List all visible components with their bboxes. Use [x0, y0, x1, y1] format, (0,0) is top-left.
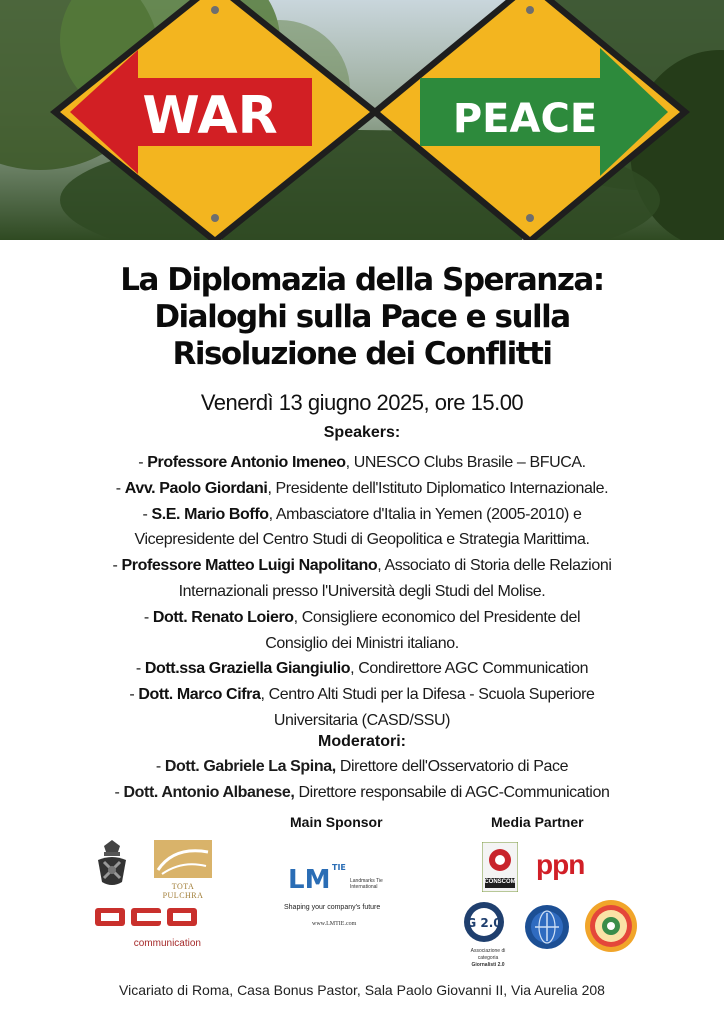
speaker-item: - S.E. Mario Boffo, Ambasciatore d'Italia in Yemen (2005-2010) e: [142, 505, 582, 523]
vatican-emblem-logo: [90, 838, 134, 888]
svg-text:LM: LM: [288, 865, 331, 892]
speaker-item-continued: Vicepresidente del Centro Studi di Geopolitica e Strategia Marittima.: [134, 531, 590, 549]
ppn-logo: ppn: [536, 849, 585, 880]
moderator-name: Dott. Antonio Albanese,: [123, 783, 295, 801]
speaker-name: Avv. Paolo Giordani: [124, 479, 268, 497]
disability-association-logo: [582, 898, 640, 954]
event-title: [0, 262, 724, 373]
title-line-2: Dialoghi sulla Pace e sulla: [154, 299, 570, 335]
moderators-heading: Moderatori:: [318, 733, 406, 750]
media-partner-heading: Media Partner: [491, 814, 584, 830]
speaker-item: - Dott.ssa Graziella Giangiulio, Condirettore AGC Communication: [135, 660, 589, 678]
svg-text:G 2.0: G 2.0: [466, 916, 502, 930]
main-sponsor-heading: Main Sponsor: [290, 814, 383, 830]
journalists-for-peace-logo: [524, 904, 570, 950]
speaker-item-continued: Internazionali presso l'Università degli Studi del Molise.: [178, 582, 546, 600]
moderator-item: - Dott. Gabriele La Spina, Direttore dell'Osservatorio di Pace: [155, 758, 569, 775]
speaker-item: - Avv. Paolo Giordani, Presidente dell'Istituto Diplomatico Internazionale.: [115, 479, 609, 497]
peace-sign-label: PEACE: [452, 96, 598, 142]
speaker-name: S.E. Mario Boffo: [151, 505, 269, 523]
speaker-item-continued: Universitaria (CASD/SSU): [273, 711, 451, 729]
title-line-3: Risoluzione dei Conflitti: [172, 336, 552, 372]
speaker-item: - Professore Antonio Imeneo, UNESCO Clubs Brasile – BFUCA.: [138, 454, 586, 471]
speakers-list: [0, 450, 724, 734]
speaker-name: Professore Matteo Luigi Napolitano: [121, 557, 378, 575]
war-sign-label: WAR: [142, 86, 278, 146]
landmarks-tie-logo: LM TIE Landmarks Tie International Shaping your company's future www.LMTIE.com: [284, 863, 383, 927]
svg-text:TIE: TIE: [332, 863, 346, 872]
venue-address: Vicariato di Roma, Casa Bonus Pastor, Sala Paolo Giovanni II, Via Aurelia 208: [119, 982, 605, 998]
moderators-list: [0, 754, 724, 805]
moderator-name: Dott. Gabriele La Spina,: [164, 758, 336, 775]
conscom-logo: CONSCOM: [482, 842, 518, 892]
war-peace-signs-illustration: [0, 0, 724, 240]
speaker-name: Dott. Renato Loiero: [152, 608, 294, 626]
speakers-heading: Speakers:: [323, 424, 401, 441]
title-line-1: La Diplomazia della Speranza:: [120, 262, 604, 298]
moderator-item: - Dott. Antonio Albanese, Direttore responsabile di AGC-Communication: [114, 783, 610, 801]
hero-image: [0, 0, 724, 240]
tota-pulchra-logo: TOTA PULCHRA: [154, 840, 212, 892]
speaker-item: - Professore Matteo Luigi Napolitano, Associato di Storia delle Relazioni: [112, 557, 612, 575]
speaker-item-continued: Consiglio dei Ministri italiano.: [265, 634, 459, 652]
speaker-item: - Dott. Renato Loiero, Consigliere economico del Presidente del: [143, 608, 581, 626]
speaker-name: Professore Antonio Imeneo: [147, 454, 346, 471]
giornalisti-2-0-logo: G 2.0 Associazione di categoria Giornalisti 2.0: [460, 900, 516, 964]
speaker-name: Dott. Marco Cifra: [138, 686, 261, 704]
event-date: Venerdì 13 giugno 2025, ore 15.00: [200, 390, 524, 415]
agc-communication-logo: communication: [93, 904, 205, 950]
speaker-name: Dott.ssa Graziella Giangiulio: [144, 660, 351, 678]
speaker-item: - Dott. Marco Cifra, Centro Alti Studi per la Difesa - Scuola Superiore: [129, 686, 595, 704]
